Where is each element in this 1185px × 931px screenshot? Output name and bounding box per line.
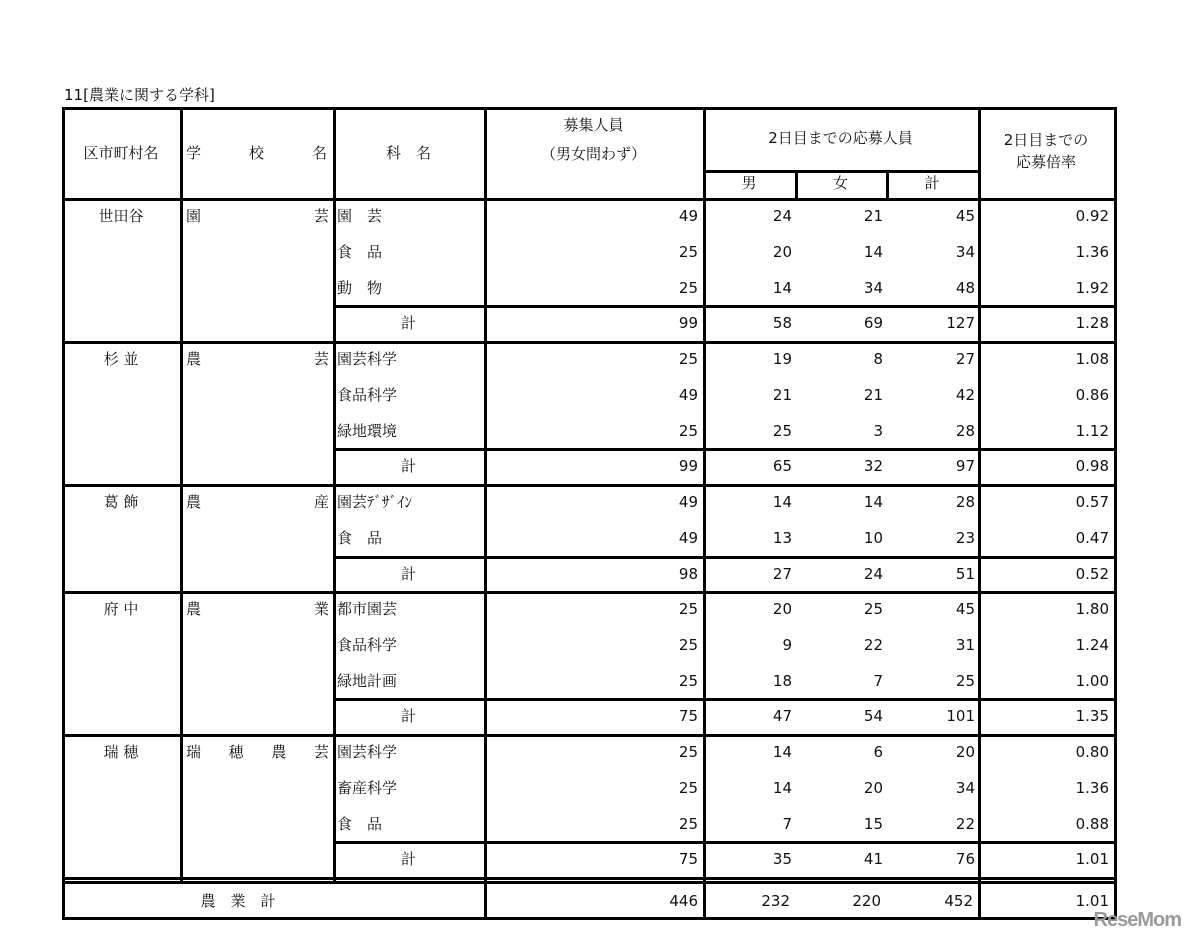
capacity-value: 25 — [678, 743, 698, 761]
grand-total-total: 452 — [944, 892, 973, 910]
male-count: 13 — [772, 529, 792, 547]
column-divider — [703, 107, 706, 920]
header-ratio: 2日目までの — [1003, 131, 1089, 149]
capacity-value: 99 — [678, 457, 698, 475]
total-count: 34 — [955, 779, 975, 797]
male-count: 21 — [772, 386, 792, 404]
header-ratio-2: 応募倍率 — [1015, 153, 1076, 171]
female-count: 6 — [873, 743, 883, 761]
male-count: 7 — [782, 815, 792, 833]
school-name: 瑞 穂 農 芸 — [186, 743, 329, 761]
ratio-value: 1.08 — [1075, 350, 1109, 368]
header-bottom-border — [62, 198, 1117, 201]
total-count: 27 — [955, 350, 975, 368]
female-count: 20 — [863, 779, 883, 797]
district-name: 瑞 穂 — [103, 743, 139, 761]
capacity-value: 49 — [678, 207, 698, 225]
school-name: 農 業 — [186, 600, 329, 618]
total-count: 23 — [955, 529, 975, 547]
header-district: 区市町村名 — [83, 144, 159, 162]
course-name: 園芸科学 — [337, 743, 398, 761]
ratio-value: 0.52 — [1075, 565, 1109, 583]
group-border — [62, 877, 1117, 880]
subtotal-border — [333, 305, 1114, 308]
course-name: 食 品 — [337, 243, 383, 261]
total-count: 76 — [955, 850, 975, 868]
table-caption: 11[農業に関する学科] — [64, 86, 215, 104]
grand-total-capacity: 446 — [669, 892, 698, 910]
header-course: 科 名 — [385, 144, 431, 162]
male-count: 20 — [772, 600, 792, 618]
school-name: 園 芸 — [186, 207, 329, 225]
female-count: 32 — [863, 457, 883, 475]
total-count: 25 — [955, 672, 975, 690]
ratio-value: 1.80 — [1075, 600, 1109, 618]
header-capacity: 募集人員 — [563, 116, 624, 134]
grand-total-label: 農 業 計 — [200, 892, 276, 910]
district-name: 府 中 — [103, 600, 139, 618]
male-count: 14 — [772, 743, 792, 761]
ratio-value: 0.98 — [1075, 457, 1109, 475]
female-count: 7 — [873, 672, 883, 690]
ratio-value: 0.88 — [1075, 815, 1109, 833]
female-count: 14 — [863, 493, 883, 511]
course-name: 緑地環境 — [337, 422, 398, 440]
capacity-value: 25 — [678, 636, 698, 654]
column-divider — [62, 107, 65, 920]
total-count: 22 — [955, 815, 975, 833]
course-name: 園芸科学 — [337, 350, 398, 368]
district-name: 杉 並 — [103, 350, 139, 368]
female-count: 69 — [863, 314, 883, 332]
ratio-value: 1.36 — [1075, 243, 1109, 261]
ratio-value: 0.92 — [1075, 207, 1109, 225]
ratio-value: 1.12 — [1075, 422, 1109, 440]
male-count: 27 — [772, 565, 792, 583]
capacity-value: 25 — [678, 279, 698, 297]
total-count: 45 — [955, 600, 975, 618]
capacity-value: 49 — [678, 386, 698, 404]
grand-total-female: 220 — [852, 892, 881, 910]
total-count: 48 — [955, 279, 975, 297]
male-count: 25 — [772, 422, 792, 440]
male-count: 14 — [772, 279, 792, 297]
group-border — [62, 591, 1117, 594]
total-count: 45 — [955, 207, 975, 225]
subtotal-label: 計 — [400, 314, 416, 332]
capacity-value: 99 — [678, 314, 698, 332]
course-name: 動 物 — [337, 279, 383, 297]
female-count: 34 — [863, 279, 883, 297]
header-sub-divider — [886, 170, 889, 198]
subtotal-label: 計 — [400, 565, 416, 583]
header-total: 計 — [924, 174, 940, 192]
header-capacity-note: （男女問わず） — [540, 145, 646, 163]
header-school: 学 校 名 — [186, 144, 327, 162]
capacity-value: 25 — [678, 600, 698, 618]
capacity-value: 25 — [678, 243, 698, 261]
total-top-border — [62, 881, 1117, 884]
total-count: 31 — [955, 636, 975, 654]
header-sub-border — [703, 170, 978, 173]
grand-total-ratio: 1.01 — [1075, 892, 1109, 910]
ratio-value: 1.36 — [1075, 779, 1109, 797]
subtotal-label: 計 — [400, 850, 416, 868]
total-count: 97 — [955, 457, 975, 475]
female-count: 41 — [863, 850, 883, 868]
male-count: 14 — [772, 779, 792, 797]
ratio-value: 1.24 — [1075, 636, 1109, 654]
male-count: 58 — [772, 314, 792, 332]
subtotal-label: 計 — [400, 707, 416, 725]
male-count: 20 — [772, 243, 792, 261]
subtotal-border — [333, 556, 1114, 559]
group-border — [62, 734, 1117, 737]
female-count: 3 — [873, 422, 883, 440]
column-divider — [180, 107, 183, 881]
capacity-value: 98 — [678, 565, 698, 583]
course-name: 食品科学 — [337, 386, 398, 404]
female-count: 15 — [863, 815, 883, 833]
male-count: 47 — [772, 707, 792, 725]
course-name: 園芸ﾃﾞｻﾞｲﾝ — [337, 493, 413, 511]
school-name: 農 産 — [186, 493, 329, 511]
female-count: 8 — [873, 350, 883, 368]
female-count: 14 — [863, 243, 883, 261]
course-name: 園 芸 — [337, 207, 383, 225]
header-applicants: 2日目までの応募人員 — [768, 129, 913, 147]
course-name: 食 品 — [337, 815, 383, 833]
female-count: 54 — [863, 707, 883, 725]
column-divider — [978, 107, 981, 920]
ratio-value: 0.47 — [1075, 529, 1109, 547]
column-divider — [484, 107, 487, 920]
female-count: 10 — [863, 529, 883, 547]
ratio-value: 0.80 — [1075, 743, 1109, 761]
district-name: 葛 飾 — [103, 493, 139, 511]
group-border — [62, 484, 1117, 487]
header-male: 男 — [741, 174, 757, 192]
capacity-value: 49 — [678, 529, 698, 547]
column-divider — [333, 107, 336, 881]
district-name: 世田谷 — [98, 207, 144, 225]
total-count: 34 — [955, 243, 975, 261]
ratio-value: 0.57 — [1075, 493, 1109, 511]
subtotal-border — [333, 448, 1114, 451]
capacity-value: 25 — [678, 350, 698, 368]
total-count: 28 — [955, 493, 975, 511]
table-top-border — [62, 107, 1117, 110]
capacity-value: 25 — [678, 779, 698, 797]
column-divider — [1114, 107, 1117, 920]
resemom-watermark: ReseMom — [1093, 909, 1181, 931]
male-count: 65 — [772, 457, 792, 475]
subtotal-border — [333, 841, 1114, 844]
subtotal-border — [333, 698, 1114, 701]
male-count: 19 — [772, 350, 792, 368]
ratio-value: 0.86 — [1075, 386, 1109, 404]
total-count: 20 — [955, 743, 975, 761]
total-count: 51 — [955, 565, 975, 583]
capacity-value: 49 — [678, 493, 698, 511]
course-name: 畜産科学 — [337, 779, 398, 797]
table-bottom-border — [62, 917, 1117, 920]
header-sub-divider — [795, 170, 798, 198]
header-female: 女 — [832, 174, 848, 192]
capacity-value: 75 — [678, 707, 698, 725]
ratio-value: 1.01 — [1075, 850, 1109, 868]
total-count: 28 — [955, 422, 975, 440]
female-count: 24 — [863, 565, 883, 583]
male-count: 18 — [772, 672, 792, 690]
school-name: 農 芸 — [186, 350, 329, 368]
ratio-value: 1.35 — [1075, 707, 1109, 725]
male-count: 24 — [772, 207, 792, 225]
female-count: 25 — [863, 600, 883, 618]
ratio-value: 1.00 — [1075, 672, 1109, 690]
total-count: 42 — [955, 386, 975, 404]
group-border — [62, 341, 1117, 344]
ratio-value: 1.28 — [1075, 314, 1109, 332]
capacity-value: 25 — [678, 815, 698, 833]
total-count: 101 — [946, 707, 975, 725]
male-count: 14 — [772, 493, 792, 511]
male-count: 35 — [772, 850, 792, 868]
subtotal-label: 計 — [400, 457, 416, 475]
female-count: 21 — [863, 207, 883, 225]
capacity-value: 75 — [678, 850, 698, 868]
capacity-value: 25 — [678, 672, 698, 690]
course-name: 都市園芸 — [337, 600, 398, 618]
grand-total-male: 232 — [761, 892, 790, 910]
capacity-value: 25 — [678, 422, 698, 440]
female-count: 21 — [863, 386, 883, 404]
course-name: 緑地計画 — [337, 672, 398, 690]
course-name: 食 品 — [337, 529, 383, 547]
course-name: 食品科学 — [337, 636, 398, 654]
male-count: 9 — [782, 636, 792, 654]
female-count: 22 — [863, 636, 883, 654]
ratio-value: 1.92 — [1075, 279, 1109, 297]
total-count: 127 — [946, 314, 975, 332]
